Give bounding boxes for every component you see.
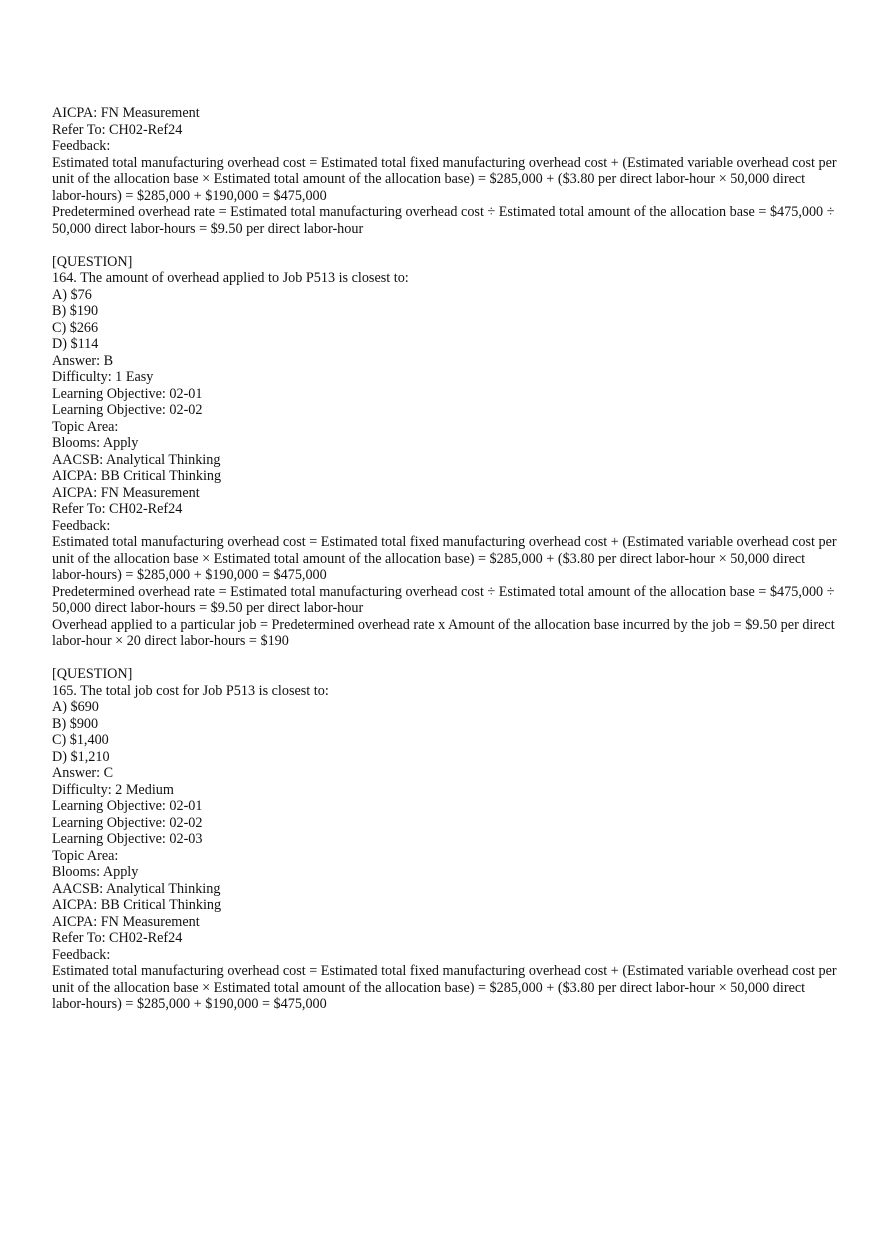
learning-objective: Learning Objective: 02-02 (52, 402, 203, 418)
refer-to: Refer To: CH02-Ref24 (52, 930, 183, 946)
refer-to: Refer To: CH02-Ref24 (52, 121, 183, 138)
option-d: D) $1,210 (52, 748, 110, 765)
feedback-label: Feedback: (52, 138, 111, 154)
option-c: C) $266 (52, 319, 99, 336)
option-c: C) $1,400 (52, 732, 109, 748)
feedback-paragraph: Estimated total manufacturing overhead cost = Estimated total fixed manufacturing overhead cost + (Estimated variable overhead cost per unit of the allocation base × Estimated total amount of the allocation base) = $285,000 + ($3.80 per direct labor-hour × 50,000 direct labor-hours) = $285,000 + $190,000 = $475,000 (52, 963, 837, 1012)
aicpa-bb-tag: AICPA: BB Critical Thinking (52, 897, 222, 913)
feedback-paragraph: Predetermined overhead rate = Estimated total manufacturing overhead cost ÷ Estimated total amount of the allocation base = $475,000 ÷ 50,000 direct labor-hours = $9.50 per direct labor-hour (52, 204, 835, 237)
feedback-paragraph: Estimated total manufacturing overhead cost = Estimated total fixed manufacturing overhead cost + (Estimated variable overhead cost per unit of the allocation base × Estimated total amount of the allocation base) = $285,000 + ($3.80 per direct labor-hour × 50,000 direct labor-hours) = $285,000 + $190,000 = $475,000 (52, 534, 837, 583)
blooms: Blooms: Apply (52, 435, 139, 451)
question-164 (52, 254, 842, 650)
learning-objective: Learning Objective: 02-02 (52, 814, 203, 831)
question-text: 165. The total job cost for Job P513 is closest to: (52, 682, 329, 699)
feedback-paragraph: Predetermined overhead rate = Estimated total manufacturing overhead cost ÷ Estimated total amount of the allocation base = $475,000 ÷ 50,000 direct labor-hours = $9.50 per direct labor-hour (52, 583, 835, 616)
learning-objective: Learning Objective: 02-03 (52, 831, 203, 847)
topic-area: Topic Area: (52, 847, 119, 864)
feedback-paragraph: Estimated total manufacturing overhead cost = Estimated total fixed manufacturing overhead cost + (Estimated variable overhead cost per unit of the allocation base × Estimated total amount of the allocation base) = $285,000 + ($3.80 per direct labor-hour × 50,000 direct labor-hours) = $285,000 + $190,000 = $475,000 (52, 154, 837, 204)
option-a: A) $76 (52, 286, 92, 303)
feedback-label: Feedback: (52, 946, 111, 963)
blooms: Blooms: Apply (52, 864, 139, 880)
answer: Answer: C (52, 765, 114, 781)
option-b: B) $900 (52, 715, 99, 732)
option-a: A) $690 (52, 699, 99, 715)
question-165 (52, 666, 842, 1013)
question-163-tail (52, 105, 842, 237)
aicpa-fn-tag: AICPA: FN Measurement (52, 913, 200, 930)
feedback-paragraph: Overhead applied to a particular job = Predetermined overhead rate x Amount of the allocation base incurred by the job = $9.50 per direct labor-hour × 20 direct labor-hours = $190 (52, 616, 835, 649)
option-d: D) $114 (52, 336, 99, 352)
question-tag: [QUESTION] (52, 666, 133, 682)
answer: Answer: B (52, 352, 114, 369)
difficulty: Difficulty: 2 Medium (52, 781, 174, 798)
aacsb-tag: AACSB: Analytical Thinking (52, 451, 221, 468)
feedback-label: Feedback: (52, 517, 111, 534)
topic-area: Topic Area: (52, 418, 119, 435)
aacsb-tag: AACSB: Analytical Thinking (52, 880, 221, 897)
aicpa-bb-tag: AICPA: BB Critical Thinking (52, 468, 222, 484)
question-tag: [QUESTION] (52, 253, 133, 270)
option-b: B) $190 (52, 303, 99, 319)
aicpa-fn-tag: AICPA: FN Measurement (52, 105, 200, 121)
learning-objective: Learning Objective: 02-01 (52, 385, 203, 402)
question-text: 164. The amount of overhead applied to Job P513 is closest to: (52, 270, 409, 286)
document-page (52, 105, 842, 1013)
learning-objective: Learning Objective: 02-01 (52, 798, 203, 814)
difficulty: Difficulty: 1 Easy (52, 369, 154, 385)
aicpa-fn-tag: AICPA: FN Measurement (52, 484, 200, 501)
refer-to: Refer To: CH02-Ref24 (52, 501, 183, 517)
